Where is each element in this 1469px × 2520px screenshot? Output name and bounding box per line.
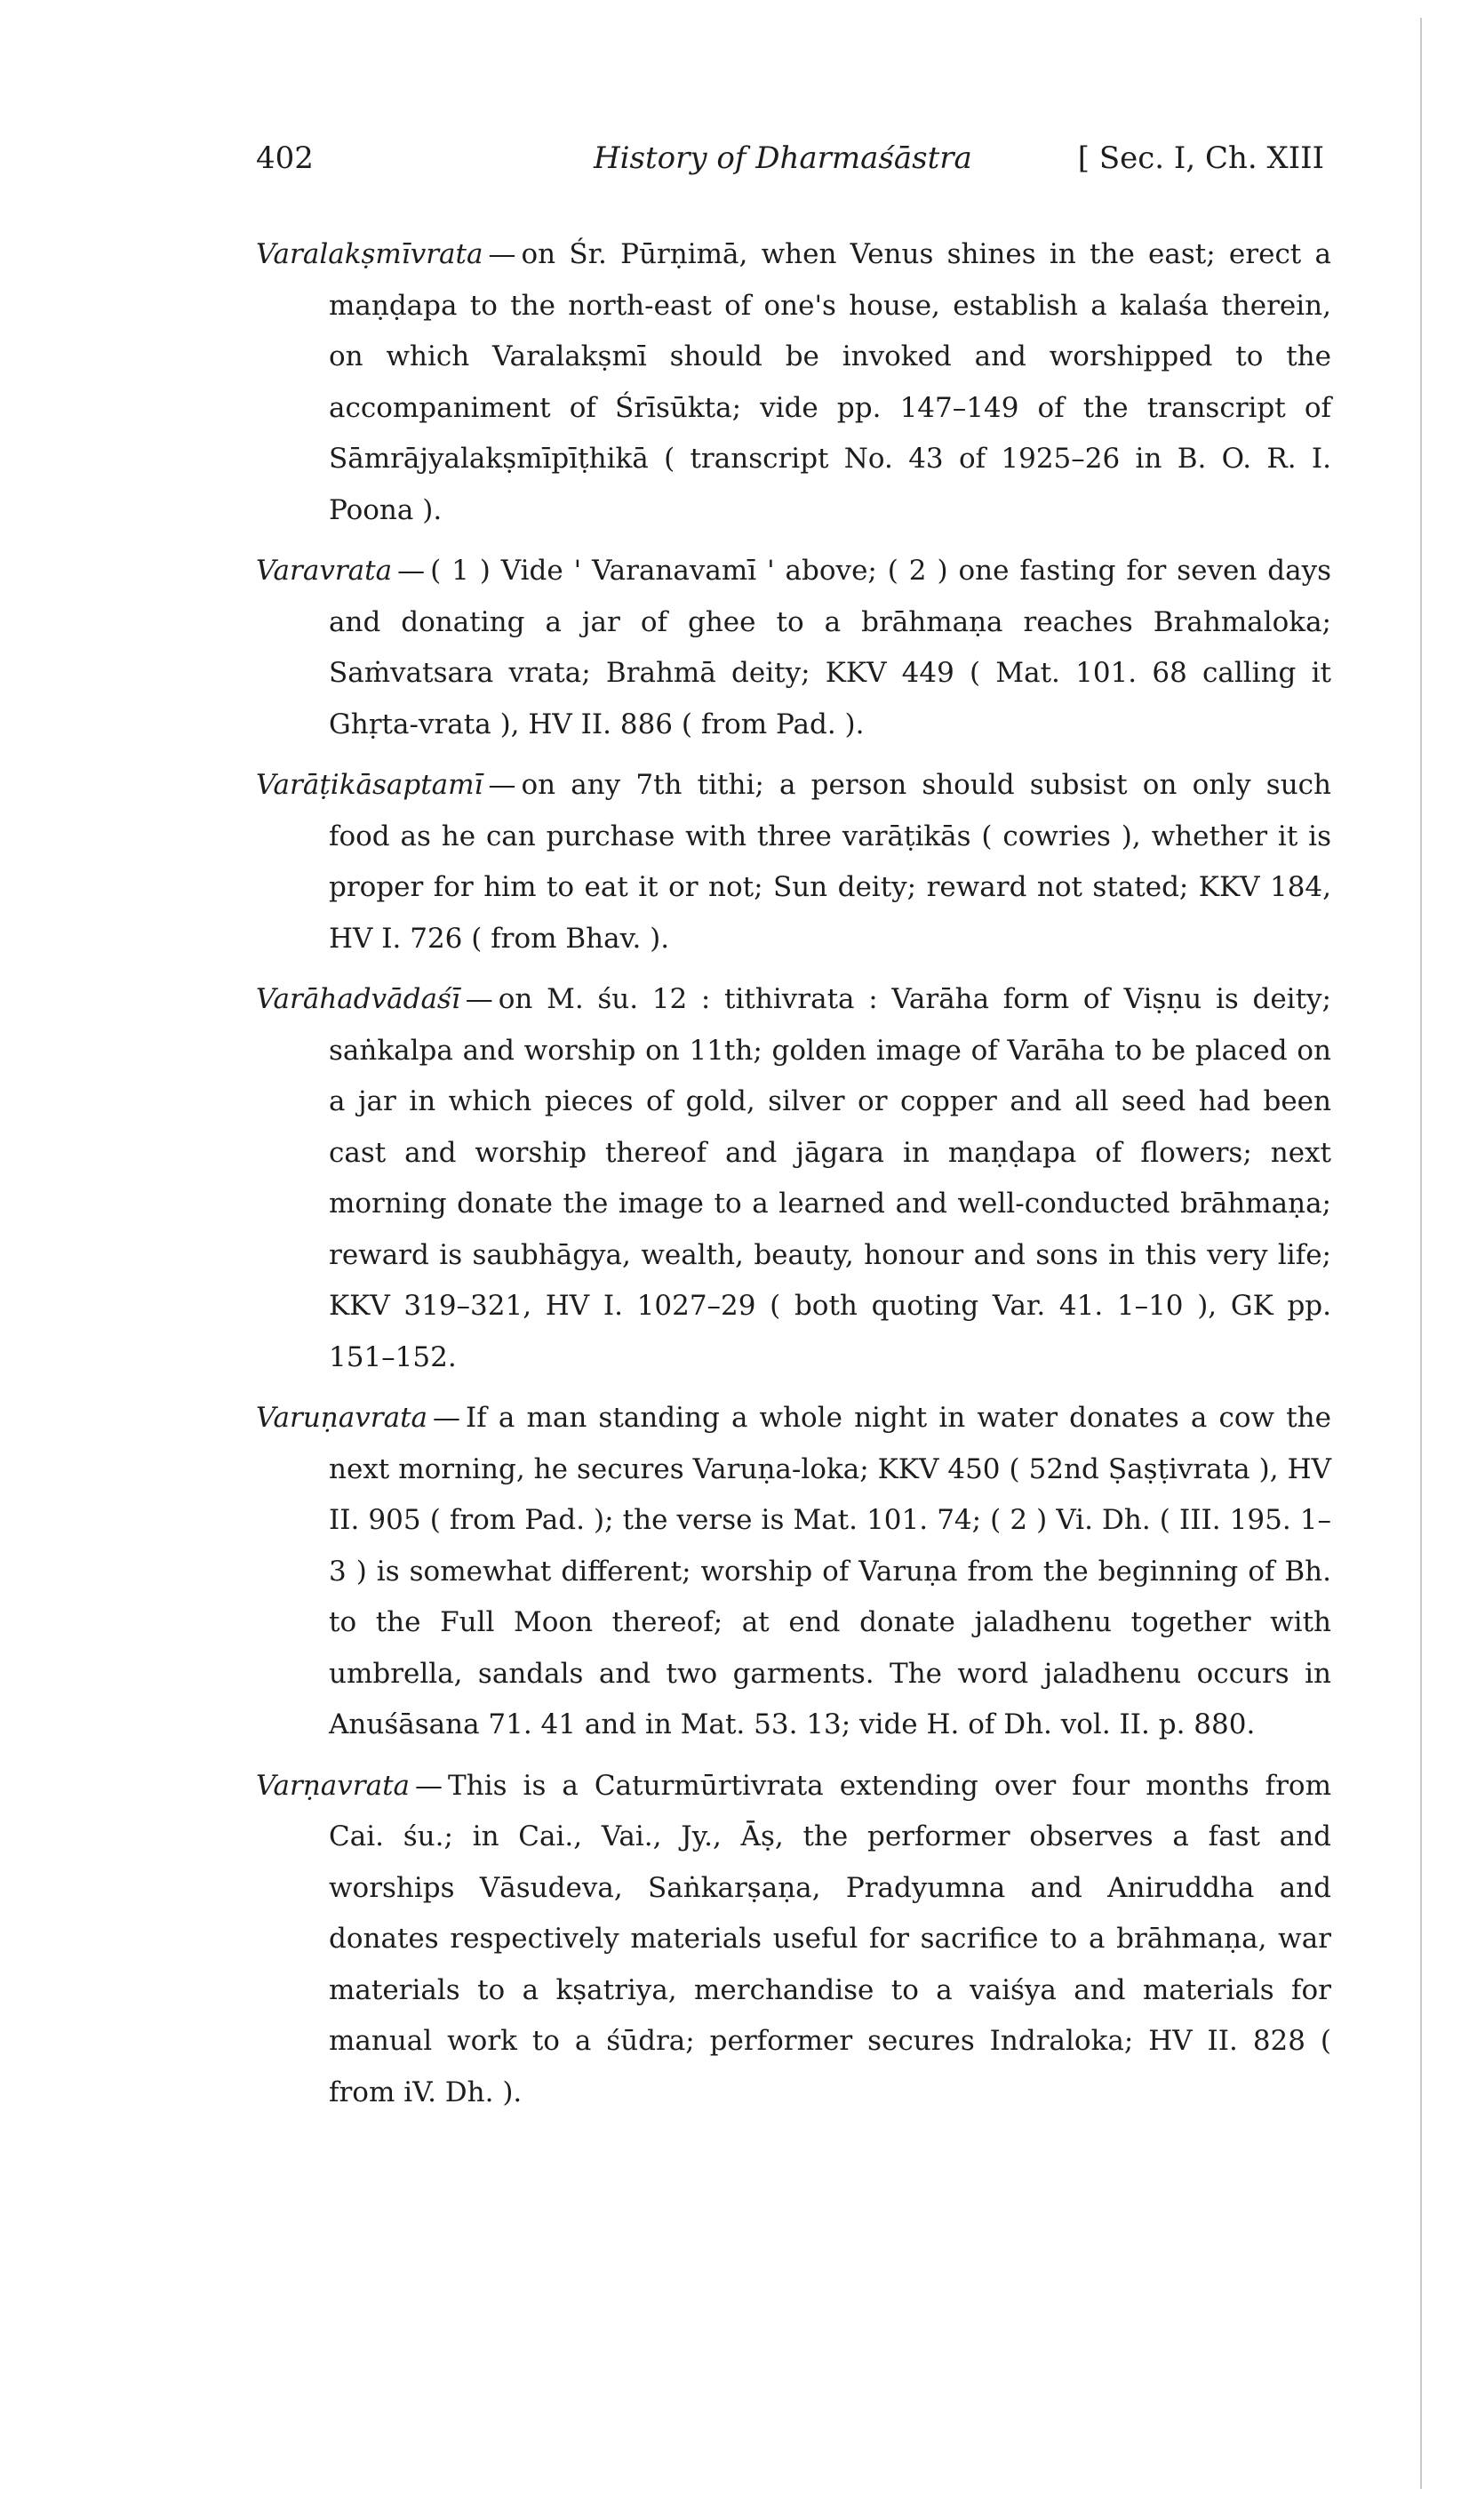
em-dash: — xyxy=(433,1402,461,1434)
entry-varalakshmivrata xyxy=(256,229,1331,536)
entry-varatikasaptami xyxy=(256,760,1331,964)
entry-term: Varāhadvādaśī xyxy=(256,983,460,1015)
entry-varunavrata xyxy=(256,1393,1331,1751)
entry-varahadvadashi xyxy=(256,974,1331,1383)
running-title: History of Dharmaśāstra xyxy=(594,140,972,176)
em-dash: — xyxy=(397,555,426,587)
em-dash: — xyxy=(415,1769,443,1802)
entry-term: Varavrata xyxy=(256,555,393,587)
entry-text: on M. śu. 12 : tithivrata : Varāha form of Viṣṇu is deity; saṅkalpa and worship on 11th; golden image of Varāha to be placed on a jar in which pieces of gold, silver or copper and all seed had been cast and worship thereof and jāgara in maṇḍapa of flowers; next morning donate the image to a learned and well-conducted brāhmaṇa; reward is saubhāgya, wealth, beauty, honour and sons in this very life; KKV 319–321, HV I. 1027–29 ( both quoting Var. 41. 1–10 ), GK pp. 151–152. xyxy=(329,983,1331,1373)
page-number: 402 xyxy=(256,140,314,176)
entry-term: Varuṇavrata xyxy=(256,1402,428,1434)
entry-text: If a man standing a whole night in water donates a cow the next morning, he secures Varuṇa-loka; KKV 450 ( 52nd Ṣaṣṭivrata ), HV II. 905 ( from Pad. ); the verse is Mat. 101. 74; ( 2 ) Vi. Dh. ( III. 195. 1–3 ) is somewhat different; worship of Varuṇa from the beginning of Bh. to the Full Moon thereof; at end donate jaladhenu together with umbrella, sandals and two garments. The word jaladhenu occurs in Anuśāsana 71. 41 and in Mat. 53. 13; vide H. of Dh. vol. II. p. 880. xyxy=(329,1402,1331,1740)
em-dash: — xyxy=(488,769,516,801)
entry-term: Varalakṣmīvrata xyxy=(256,238,483,270)
em-dash: — xyxy=(488,238,516,270)
page-header xyxy=(256,140,1331,185)
entry-text: This is a Caturmūrtivrata extending over four months from Cai. śu.; in Cai., Vai., Jy., Āṣ, the performer observes a fast and worships Vāsudeva, Saṅkarṣaṇa, Pradyumna and Aniruddha and donates respectively materials useful for sacrifice to a brāhmaṇa, war materials to a kṣatriya, merchandise to a vaiśya and materials for manual work to a śūdra; performer secures Indraloka; HV II. 828 ( from iV. Dh. ). xyxy=(329,1769,1331,2108)
em-dash: — xyxy=(465,983,493,1015)
section-label: [ Sec. I, Ch. XIII xyxy=(1077,140,1324,176)
entry-list xyxy=(256,229,1331,2128)
entry-term: Varṇavrata xyxy=(256,1769,411,1802)
entry-varnavrata xyxy=(256,1761,1331,2119)
entry-term: Varāṭikāsaptamī xyxy=(256,769,483,801)
entry-text: on any 7th tithi; a person should subsist on only such food as he can purchase with three varāṭikās ( cowries ), whether it is proper for him to eat it or not; Sun deity; reward not stated; KKV 184, HV I. 726 ( from Bhav. ). xyxy=(329,769,1331,955)
entry-varavrata xyxy=(256,546,1331,750)
scan-edge-line xyxy=(1420,18,1422,2489)
entry-text: ( 1 ) Vide ' Varanavamī ' above; ( 2 ) one fasting for seven days and donating a jar of ghee to a brāhmaṇa reaches Brahmaloka; Saṁvatsara vrata; Brahmā deity; KKV 449 ( Mat. 101. 68 calling it Ghṛta-vrata ), HV II. 886 ( from Pad. ). xyxy=(329,555,1331,740)
entry-text: on Śr. Pūrṇimā, when Venus shines in the east; erect a maṇḍapa to the north-east of one's house, establish a kalaśa therein, on which Varalakṣmī should be invoked and worshipped to the accompaniment of Śrīsūkta; vide pp. 147–149 of the transcript of Sāmrājyalakṣmīpīṭhikā ( transcript No. 43 of 1925–26 in B. O. R. I. Poona ). xyxy=(329,238,1331,526)
